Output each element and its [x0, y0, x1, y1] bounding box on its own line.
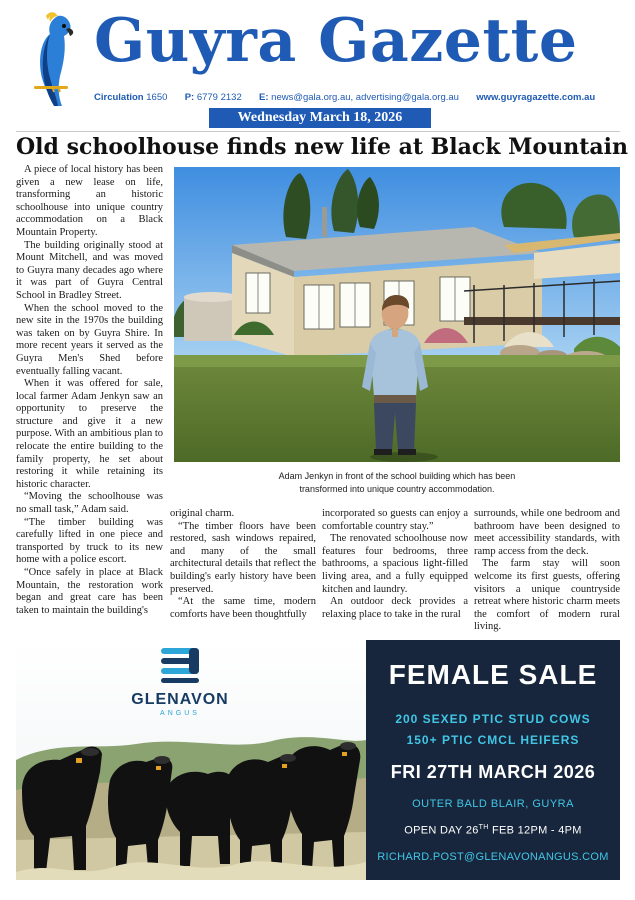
brand-subtitle: ANGUS — [160, 710, 200, 717]
masthead-title: Guyra Gazette — [94, 6, 578, 76]
caption-line: Adam Jenkyn in front of the school building which has been — [278, 471, 516, 481]
circulation-value: 1650 — [146, 92, 168, 103]
glenavon-advertisement[interactable] — [16, 640, 620, 880]
schoolhouse-photo-illustration — [174, 167, 620, 462]
article-photo — [174, 167, 620, 462]
glenavon-brand — [120, 646, 240, 717]
email-label: E: — [259, 92, 269, 103]
paragraph: “Once safely in place at Black Mountain, the restoration work began and great care has been taken to maintain the building's — [16, 567, 163, 616]
ad-line-heifers: 150+ PTIC CMCL HEIFERS — [406, 733, 580, 747]
glenavon-logo-icon — [157, 646, 203, 684]
open-day-suffix: FEB 12PM - 4PM — [488, 824, 582, 837]
ad-info-panel — [366, 640, 620, 880]
paragraph: When the school moved to the new site in the 1970s the building was taken on by Guyra Shire. In more recent years it served as the Guyra Men's Shed before eventually falling vacant. — [16, 302, 163, 377]
ad-sale-date: FRI 27TH MARCH 2026 — [390, 762, 596, 782]
ad-line-cows: 200 SEXED PTIC STUD COWS — [395, 712, 591, 726]
open-day-prefix: OPEN DAY 26 — [404, 824, 479, 837]
ad-location: OUTER BALD BLAIR, GUYRA — [412, 798, 574, 810]
article-column-4 — [474, 508, 620, 634]
paragraph: incorporated so guests can enjoy a comfortable country stay.” — [322, 508, 468, 532]
photo-caption — [174, 470, 620, 496]
paragraph: The farm stay will soon welcome its first guests, offering visitors a unique countryside retreat where historic charm meets the comfort of modern rural living. — [474, 558, 620, 633]
ad-image-panel — [16, 640, 366, 880]
ad-title: FEMALE SALE — [388, 659, 598, 690]
article-column-2 — [170, 508, 316, 621]
caption-line: transformed into unique country accommodation. — [299, 484, 495, 494]
paragraph: “Moving the schoolhouse was no small task,” Adam said. — [16, 491, 163, 516]
article-column-3 — [322, 508, 468, 621]
paragraph: A piece of local history has been given a new lease on life, transforming an historic schoolhouse into unique country accommodation on a Black Mountain Property. — [16, 164, 163, 238]
paragraph: An outdoor deck provides a relaxing place to take in the rural — [322, 596, 468, 620]
article-column-1 — [16, 164, 163, 617]
ad-email-link[interactable]: RICHARD.POST@GLENAVONANGUS.COM — [377, 851, 609, 863]
paragraph: When it was offered for sale, local farmer Adam Jenkyn saw an opportunity to preserve the structure and give it a new purpose. With an ambitious plan to relocate the entire building to the family property, he set about restoring it while retaining its historic character. — [16, 378, 163, 490]
paragraph: “The timber floors have been restored, sash windows repaired, and many of the small architectural details that reflect the building's early history have been preserved. — [170, 520, 316, 595]
email-value[interactable]: news@gala.org.au, advertising@gala.org.au — [271, 92, 459, 103]
paragraph: The renovated schoolhouse now features four bedrooms, three bathrooms, a spacious light-filled living area, and a fully equipped kitchen and laundry. — [322, 533, 468, 595]
paragraph: surrounds, while one bedroom and bathroom have been designed to meet accessibility standards, with ramp access from the deck. — [474, 508, 620, 557]
open-day-ordinal: TH — [478, 824, 489, 831]
article-headline: Old schoolhouse finds new life at Black Mountain — [16, 134, 628, 160]
paragraph: “The timber building was carefully lifted in one piece and transported by truck to its new home with a police escort. — [16, 516, 163, 566]
masthead-contact — [94, 92, 594, 103]
paragraph: The building originally stood at Mount Mitchell, and was moved to Guyra many decades ago where it was part of Guyra Central School in Bradley Street. — [16, 239, 163, 301]
circulation-label: Circulation — [94, 92, 144, 103]
brand-name: GLENAVON — [131, 691, 229, 708]
phone-value: 6779 2132 — [196, 92, 242, 103]
website-link[interactable]: www.guyragazette.com.au — [476, 92, 596, 103]
cockatoo-logo-icon — [28, 12, 80, 110]
issue-date: Wednesday March 18, 2026 — [209, 108, 431, 128]
ad-open-day — [366, 824, 620, 837]
paragraph: original charm. — [170, 508, 235, 519]
masthead — [0, 0, 635, 135]
paragraph: “At the same time, modern comforts have been thoughtfully — [170, 596, 316, 620]
phone-label: P: — [184, 92, 195, 103]
